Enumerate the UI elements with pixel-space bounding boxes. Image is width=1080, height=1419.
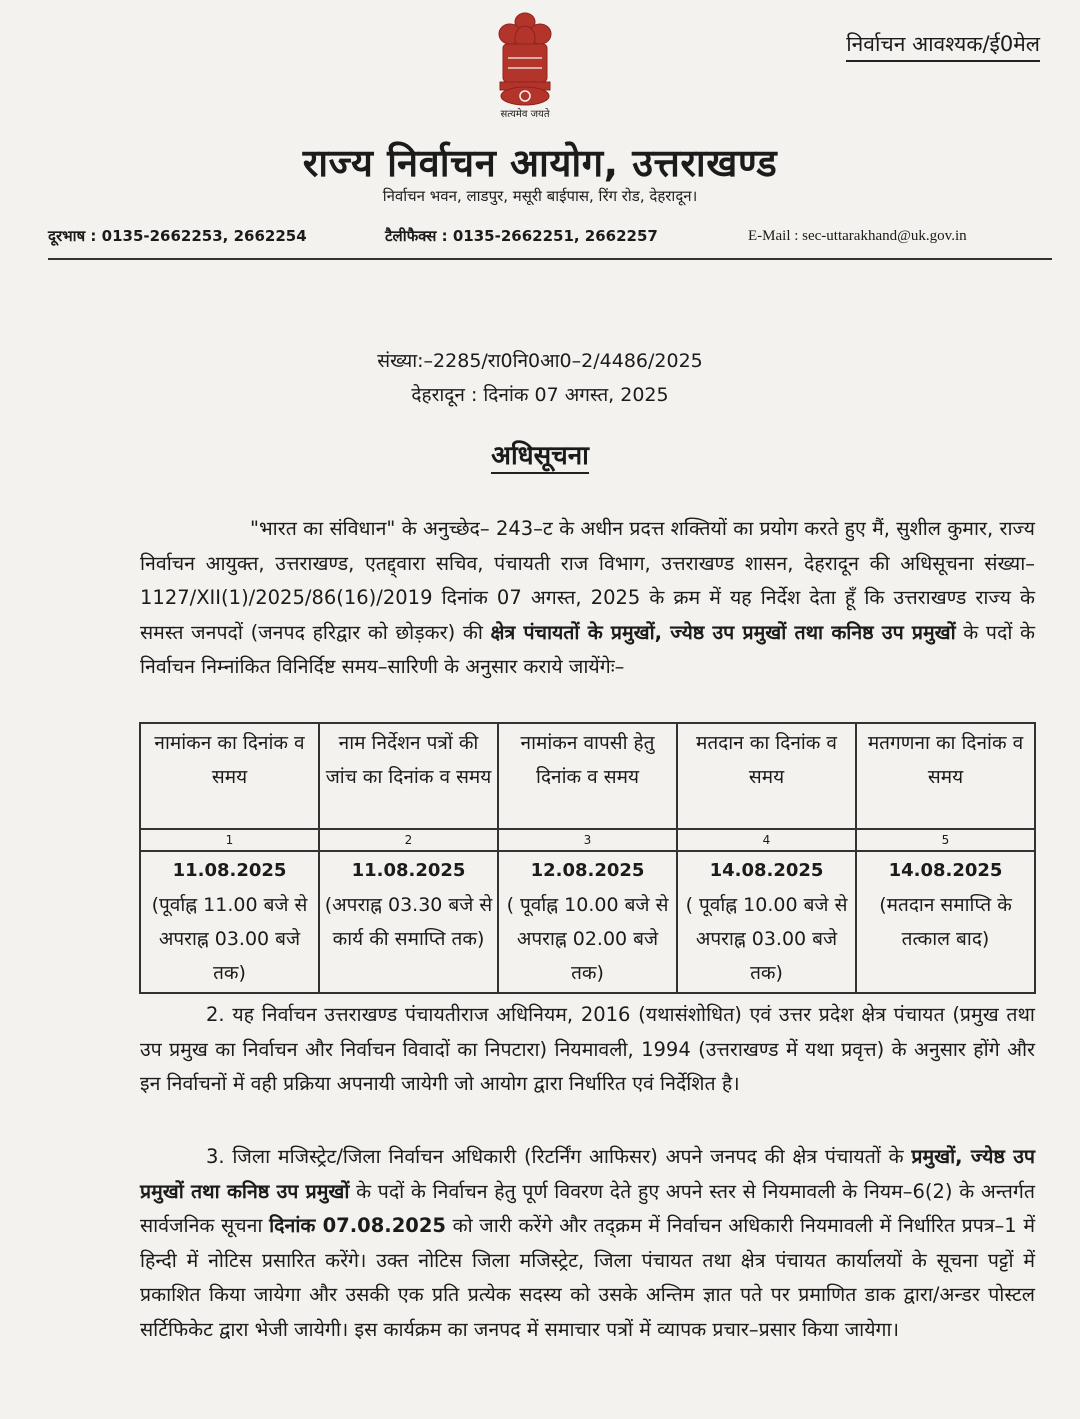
- paragraph-1: [140, 512, 1035, 685]
- table-header-row: [140, 723, 1035, 829]
- column-number: 5: [856, 829, 1035, 851]
- schedule-time: ( पूर्वाह्न 10.00 बजे से अपराह्न 02.00 बजे तक): [506, 894, 669, 984]
- reference-date: देहरादून : दिनांक 07 अगस्त, 2025: [411, 384, 669, 406]
- paragraph-1-text-end: के पदों के निर्वाचन निम्नांकित विनिर्दिष्ट समय–सारिणी के अनुसार कराये जायेंगेः–: [140, 620, 1035, 678]
- notification-heading-wrap: [0, 436, 1080, 472]
- header-divider: [48, 258, 1052, 260]
- paragraph-2: 2. यह निर्वाचन उत्तराखण्ड पंचायतीराज अधिनियम, 2016 (यथासंशोधित) एवं उत्तर प्रदेश क्षेत्र पंचायत (प्रमुख तथा उप प्रमुख का निर्वाचन और निर्वाचन विवादों का निपटारा) नियमावली, 1994 (उत्तराखण्ड में यथा प्रवृत्त) के अनुसार होंगे और इन निर्वाचनों में वही प्रक्रिया अपनायी जायेगी जो आयोग द्वारा निर्धारित एवं निर्देशित है।: [140, 1003, 1035, 1095]
- column-number: 3: [498, 829, 677, 851]
- schedule-time: (पूर्वाह्न 11.00 बजे से अपराह्न 03.00 बजे तक): [151, 894, 308, 984]
- schedule-date: 11.08.2025: [351, 860, 466, 881]
- header-cell-counting: मतगणना का दिनांक व समय: [856, 723, 1035, 829]
- paragraph-1-text: "भारत का संविधान" के अनुच्छेद– 243–ट के अधीन प्रदत्त शक्तियों का प्रयोग करते हुए मैं, सुशील कुमार, राज्य निर्वाचन आयुक्त, उत्तराखण्ड, एतद्द्वारा सचिव, पंचायती राज विभाग, उत्तराखण्ड शासन, देहरादून की अधिसूचना संख्या–1127/XII(1)/2025/86(16)/2019 दिनांक 07 अगस्त, 2025 के क्रम में यह निर्देश देता हूँ कि उत्तराखण्ड राज्य के समस्त जनपदों (जनपद हरिद्वार को छोड़कर) की: [140, 517, 1035, 644]
- header-cell-nomination: नामांकन का दिनांक व समय: [140, 723, 319, 829]
- email-address: E-Mail : sec-uttarakhand@uk.gov.in: [748, 228, 967, 244]
- commission-address: निर्वाचन भवन, लाडपुर, मसूरी बाईपास, रिंग रोड, देहरादून।: [382, 187, 698, 205]
- paragraph-3-text-end: को जारी करेंगे और तद्क्रम में निर्वाचन अधिकारी नियमावली में निर्धारित प्रपत्र–1 में हिन्दी में नोटिस प्रसारित करेंगे। उक्त नोटिस जिला मजिस्ट्रेट, जिला पंचायत तथा क्षेत्र पंचायत कार्यालयों के सूचना पट्टों में प्रकाशित किया जायेगा और उसकी एक प्रति प्रत्येक सदस्य को उसके अन्तिम ज्ञात पते पर प्रमाणित डाक द्वारा/अन्डर पोस्टल सर्टिफिकेट द्वारा भेजी जायेगी। इस कार्यक्रम का जनपद में समाचार पत्रों में व्यापक प्रचार–प्रसार किया जायेगा।: [140, 1214, 1036, 1341]
- paragraph-3: [140, 1140, 1035, 1347]
- schedule-date: 11.08.2025: [172, 860, 287, 881]
- schedule-cell-polling: [677, 851, 856, 993]
- table-number-row: [140, 829, 1035, 851]
- paragraph-3-text: 3. जिला मजिस्ट्रेट/जिला निर्वाचन अधिकारी (रिटर्निंग आफिसर) अपने जनपद की क्षेत्र पंचायतों के: [206, 1145, 912, 1168]
- column-number: 2: [319, 829, 498, 851]
- schedule-time: (अपराह्न 03.30 बजे से कार्य की समाप्ति तक): [324, 894, 493, 950]
- column-number: 4: [677, 829, 856, 851]
- reference-block: [0, 344, 1080, 412]
- schedule-date: 14.08.2025: [709, 860, 824, 881]
- paragraph-3-text-mid: के पदों के निर्वाचन हेतु पूर्ण विवरण देते हुए अपने स्तर से नियमावली के नियम–6(2) के अन्तर्गत सार्वजनिक सूचना: [140, 1179, 1036, 1237]
- paragraph-1-bold: क्षेत्र पंचायतों के प्रमुखों, ज्येष्ठ उप प्रमुखों तथा कनिष्ठ उप प्रमुखों: [490, 620, 956, 644]
- schedule-cell-counting: [856, 851, 1035, 993]
- column-number: 1: [140, 829, 319, 851]
- commission-title: राज्य निर्वाचन आयोग, उत्तराखण्ड: [302, 141, 778, 185]
- reference-number: संख्या:–2285/रा0नि0आ0–2/4486/2025: [377, 350, 703, 372]
- schedule-date: 14.08.2025: [888, 860, 1003, 881]
- schedule-time: ( पूर्वाह्न 10.00 बजे से अपराह्न 03.00 बजे तक): [685, 894, 848, 984]
- emblem-motto: सत्यमेव जयते: [500, 109, 550, 120]
- header-cell-polling: मतदान का दिनांक व समय: [677, 723, 856, 829]
- header-cell-scrutiny: नाम निर्देशन पत्रों की जांच का दिनांक व समय: [319, 723, 498, 829]
- paragraph-3-bold-posts: प्रमुखों, ज्येष्ठ उप प्रमुखों तथा कनिष्ठ उप प्रमुखों: [140, 1145, 1035, 1203]
- election-schedule-table: [139, 722, 1036, 994]
- schedule-time: (मतदान समाप्ति के तत्काल बाद): [879, 894, 1012, 950]
- schedule-cell-nomination: [140, 851, 319, 993]
- notification-heading: अधिसूचना: [491, 441, 589, 474]
- election-essential-stamp: निर्वाचन आवश्यक/ई0मेल: [846, 30, 1040, 62]
- header-cell-withdrawal: नामांकन वापसी हेतु दिनांक व समय: [498, 723, 677, 829]
- schedule-cell-withdrawal: [498, 851, 677, 993]
- telefax-numbers: टैलीफैक्स : 0135-2662251, 2662257: [385, 227, 658, 245]
- table-row: [140, 851, 1035, 993]
- schedule-cell-scrutiny: [319, 851, 498, 993]
- phone-numbers: दूरभाष : 0135-2662253, 2662254: [48, 227, 307, 245]
- schedule-date: 12.08.2025: [530, 860, 645, 881]
- paragraph-3-bold-date: दिनांक 07.08.2025: [269, 1214, 446, 1237]
